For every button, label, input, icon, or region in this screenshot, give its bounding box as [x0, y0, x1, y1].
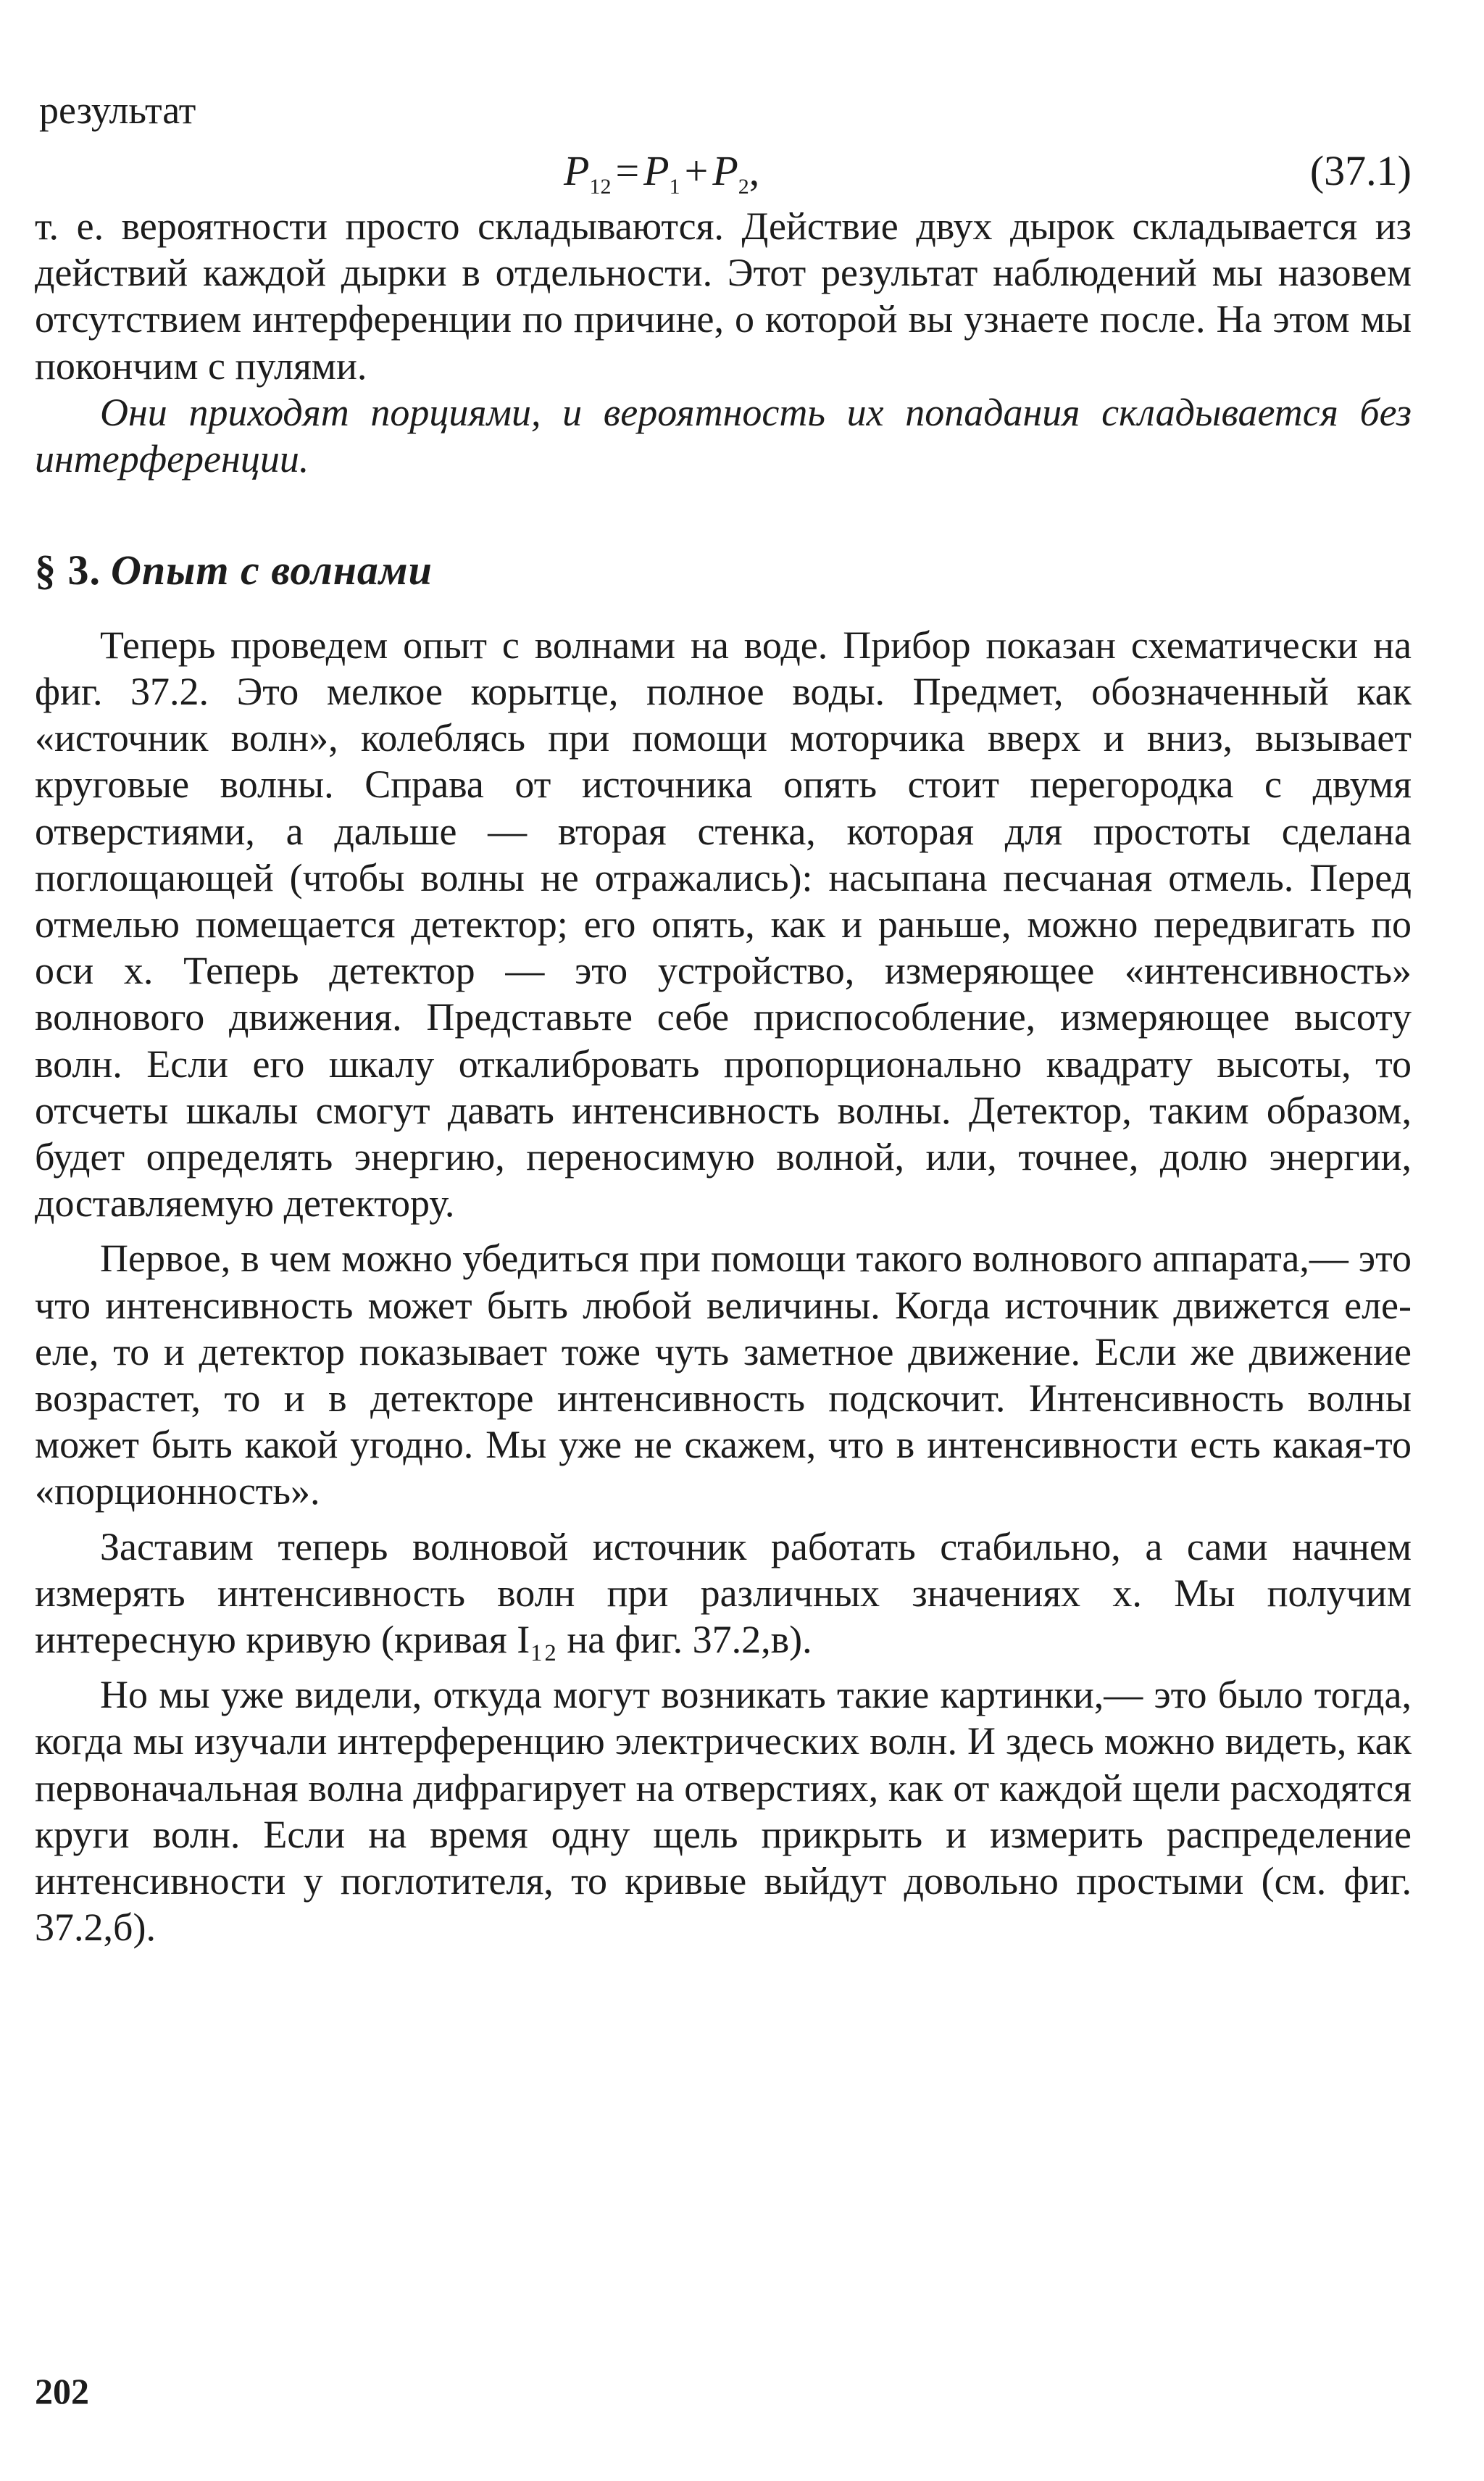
- paragraph-2: Первое, в чем можно убедиться при помощи такого волнового аппарата,— это что интенсивность может быть любой величины. Когда источник движется еле-еле, то и детектор показывает тоже чуть заметное движение. Если же движение возрастет, то и в детекторе интенсивность подскочит. Интенсивность волны может быть какой угодно. Мы уже не скажем, что в интенсивности есть какая-то «порционность».: [35, 1237, 1412, 1513]
- symbol-p: P: [712, 147, 738, 194]
- section-title: Опыт с волнами: [111, 546, 433, 594]
- paragraph-1: Теперь проведем опыт с волнами на воде. Прибор показан схематически на фиг. 37.2. Это мелкое корытце, полное воды. Предмет, обозначенный как «источник волн», колеблясь при помощи моторчика вверх и вниз, вызывает круговые волны. Справа от источника опять стоит перегородка с двумя отверстиями, а дальше — вторая стенка, которая для простоты сделана поглощающей (чтобы волны не отражались): насыпана песчаная отмель. Перед отмелью помещается детектор; его опять, как и раньше, можно передвигать по оси x. Теперь детектор — это устройство, измеряющее «интенсивность» волнового движения. Представьте себе приспособление, измеряющее высоту волн. Если его шкалу откалибровать пропорционально квадрату высоты, то отсчеты шкалы смогут давать интенсивность волны. Детектор, таким образом, будет определять энергию, переносимую волной, или, точнее, долю энергии, доставляемую детектору.: [35, 623, 1412, 1226]
- paragraph-after-formula: т. е. вероятности просто складываются. Действие двух дырок складывается из действий каждой дырки в отдельности. Этот результат наблюдений мы назовем отсутствием интерференции по причине, о которой вы узнаете после. На этом мы покончим с пулями.: [35, 204, 1412, 388]
- subscript: 1: [669, 175, 680, 199]
- equation-37-1: [564, 146, 759, 199]
- equation-number: (37.1): [1309, 147, 1412, 194]
- paragraph-4: Но мы уже видели, откуда могут возникать такие картинки,— это было тогда, когда мы изучали интерференцию электрических волн. И здесь можно видеть, как первоначальная волна дифрагирует на отверстиях, как от каждой щели расходятся круги волн. Если на время одну щель прикрыть и измерить распределение интенсивности у поглотителя, то кривые выйдут довольно простыми (см. фиг. 37.2,б).: [35, 1673, 1412, 1950]
- section-heading: [35, 546, 1412, 594]
- lead-word: результат: [39, 88, 196, 132]
- equals-sign: =: [615, 147, 640, 194]
- subscript: 2: [738, 175, 749, 199]
- paragraph-3: Заставим теперь волновой источник работать стабильно, а сами начнем измерять интенсивность волн при различных значениях x. Мы получим интересную кривую (кривая I₁₂ на фиг. 37.2,в).: [35, 1524, 1412, 1662]
- formula-comma: ,: [749, 147, 760, 194]
- summary-italic: Они приходят порциями, и вероятность их попадания складывается без интерференции.: [35, 390, 1412, 481]
- formula-row: [35, 133, 1412, 203]
- symbol-p: P: [643, 147, 670, 194]
- symbol-p: P: [564, 147, 590, 194]
- page-body: [35, 87, 1412, 1951]
- plus-sign: +: [684, 147, 709, 194]
- page-number: 202: [35, 2371, 89, 2411]
- section-number: § 3.: [35, 546, 101, 594]
- subscript: 12: [589, 175, 612, 199]
